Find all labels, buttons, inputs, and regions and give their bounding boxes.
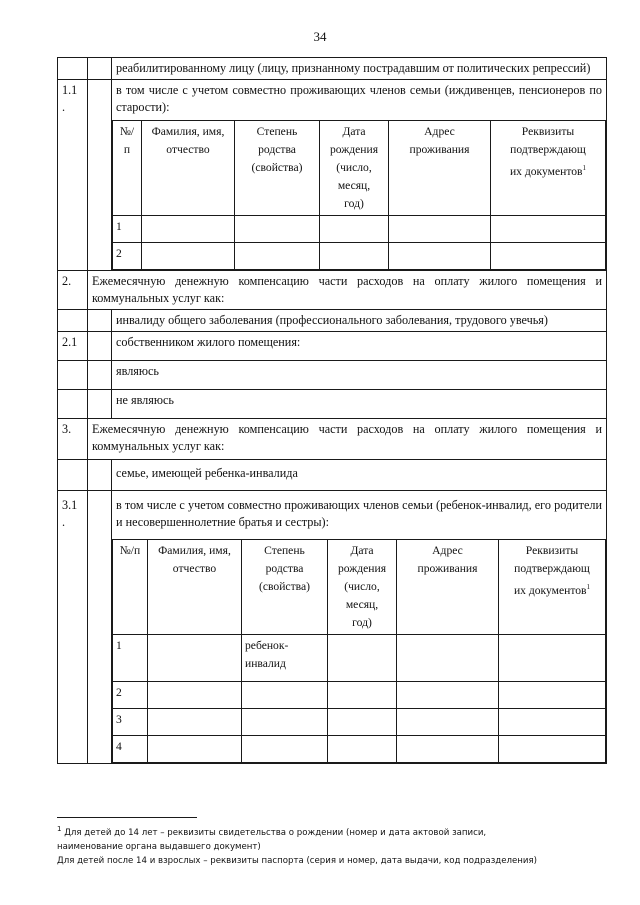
- row-number-cell: 1: [113, 635, 148, 682]
- form-row-rehabilitated: [58, 58, 607, 80]
- data-cell[interactable]: [235, 243, 320, 270]
- check-cell[interactable]: [88, 58, 112, 80]
- form-row-3-sub: [58, 460, 607, 491]
- data-cell[interactable]: ребенок- инвалид: [242, 635, 328, 682]
- data-cell[interactable]: [320, 243, 389, 270]
- row-number-cell: 2: [113, 682, 148, 709]
- table-header-row: [113, 540, 606, 635]
- data-cell[interactable]: [397, 682, 499, 709]
- data-cell[interactable]: [320, 216, 389, 243]
- data-cell[interactable]: [328, 682, 397, 709]
- data-cell[interactable]: [328, 736, 397, 763]
- row-number: 1.1 .: [58, 80, 88, 271]
- table-row: [113, 243, 606, 270]
- check-cell[interactable]: [88, 332, 112, 361]
- row-text: собственником жилого помещения:: [112, 332, 607, 361]
- num-cell: [58, 390, 88, 419]
- check-cell[interactable]: [88, 390, 112, 419]
- column-header: Дата рождения (число, месяц, год): [320, 121, 389, 216]
- table-row: [113, 736, 606, 763]
- data-cell[interactable]: [491, 243, 606, 270]
- data-cell[interactable]: [148, 736, 242, 763]
- data-cell[interactable]: [148, 635, 242, 682]
- application-form-table: [57, 57, 607, 764]
- option-text: являюсь: [112, 361, 607, 390]
- form-row-2-1-opt1: [58, 361, 607, 390]
- table-row: [113, 682, 606, 709]
- row-number: 2.1: [58, 332, 88, 361]
- table-row: [113, 635, 606, 682]
- row-text: Ежемесячную денежную компенсацию части расходов на оплату жилого помещения и коммунальных услуг как:: [88, 271, 607, 310]
- form-row-2-1-opt2: [58, 390, 607, 419]
- data-cell[interactable]: [499, 682, 606, 709]
- row-text: в том числе с учетом совместно проживающих членов семьи (иждивенцев, пенсионеров по старости):: [116, 83, 602, 114]
- data-cell[interactable]: [389, 216, 491, 243]
- column-header: Реквизиты подтверждающ их документов$^1$: [491, 121, 606, 216]
- row-number-cell: 2: [113, 243, 142, 270]
- data-cell[interactable]: [397, 736, 499, 763]
- row-number-cell: 1: [113, 216, 142, 243]
- form-row-2-sub: [58, 310, 607, 332]
- num-cell: [58, 310, 88, 332]
- data-cell[interactable]: [242, 709, 328, 736]
- row-number-cell: 3: [113, 709, 148, 736]
- row-number-cell: 4: [113, 736, 148, 763]
- check-cell[interactable]: [88, 310, 112, 332]
- num-cell: [58, 58, 88, 80]
- row-text: в том числе с учетом совместно проживающих членов семьи (ребенок-инвалид, его родители и несовершеннолетние братья и сестры):: [116, 498, 602, 529]
- child-family-table: [112, 539, 606, 763]
- table-row: [113, 709, 606, 736]
- footnote-line-2: наименование органа выдавшего документ): [57, 841, 261, 852]
- data-cell[interactable]: [142, 216, 235, 243]
- column-header: Фамилия, имя, отчество: [142, 121, 235, 216]
- row-text: Ежемесячную денежную компенсацию части расходов на оплату жилого помещения и коммунальных услуг как:: [88, 419, 607, 460]
- column-header: Фамилия, имя, отчество: [148, 540, 242, 635]
- table-header-row: [113, 121, 606, 216]
- data-cell[interactable]: [328, 709, 397, 736]
- page-number: 34: [313, 29, 327, 44]
- check-cell[interactable]: [88, 491, 112, 764]
- footnote-line-3: Для детей после 14 и взрослых – реквизиты паспорта (серия и номер, дата выдачи, код подразделения): [57, 855, 537, 866]
- footnote-rule: [57, 817, 197, 818]
- footnote-line-1: $^1$ Для детей до 14 лет – реквизиты свидетельства о рождении (номер и дата актовой записи,: [57, 825, 487, 838]
- check-cell[interactable]: [88, 361, 112, 390]
- form-row-3: [58, 419, 607, 460]
- footnote-mark: 1: [57, 825, 62, 833]
- row-number: 2.: [58, 271, 88, 310]
- column-header: №/ п: [113, 121, 142, 216]
- column-header: Адрес проживания: [397, 540, 499, 635]
- column-header: Дата рождения (число, месяц, год): [328, 540, 397, 635]
- footnote-ref: 1: [586, 583, 591, 591]
- data-cell[interactable]: [397, 635, 499, 682]
- data-cell[interactable]: [389, 243, 491, 270]
- table-row: [113, 216, 606, 243]
- footnote: [57, 822, 617, 868]
- form-row-2: [58, 271, 607, 310]
- num-cell: [58, 460, 88, 491]
- data-cell[interactable]: [499, 709, 606, 736]
- row-number: 3.: [58, 419, 88, 460]
- row-text: инвалиду общего заболевания (профессионального заболевания, трудового увечья): [112, 310, 607, 332]
- footnote-ref: 1: [582, 164, 587, 172]
- data-cell[interactable]: [242, 736, 328, 763]
- data-cell[interactable]: [491, 216, 606, 243]
- check-cell[interactable]: [88, 80, 112, 271]
- column-header: Реквизиты подтверждающ их документов$^1$: [499, 540, 606, 635]
- check-cell[interactable]: [88, 460, 112, 491]
- family-members-table: [112, 120, 606, 270]
- data-cell[interactable]: [235, 216, 320, 243]
- option-text: не являюсь: [112, 390, 607, 419]
- form-row-1-1: [58, 80, 607, 271]
- form-row-2-1: [58, 332, 607, 361]
- column-header: №/п: [113, 540, 148, 635]
- row-text: семье, имеющей ребенка-инвалида: [112, 460, 607, 491]
- row-content: [112, 80, 607, 271]
- form-row-3-1: [58, 491, 607, 764]
- column-header: Степень родства (свойства): [235, 121, 320, 216]
- column-header: Степень родства (свойства): [242, 540, 328, 635]
- data-cell[interactable]: [242, 682, 328, 709]
- data-cell[interactable]: [397, 709, 499, 736]
- row-text: реабилитированному лицу (лицу, признанному пострадавшим от политических репрессий): [112, 58, 607, 80]
- row-content: [112, 491, 607, 764]
- data-cell[interactable]: [499, 736, 606, 763]
- data-cell[interactable]: [142, 243, 235, 270]
- column-header: Адрес проживания: [389, 121, 491, 216]
- row-number: 3.1 .: [58, 491, 88, 764]
- data-cell[interactable]: [148, 709, 242, 736]
- num-cell: [58, 361, 88, 390]
- data-cell[interactable]: [328, 635, 397, 682]
- data-cell[interactable]: [499, 635, 606, 682]
- data-cell[interactable]: [148, 682, 242, 709]
